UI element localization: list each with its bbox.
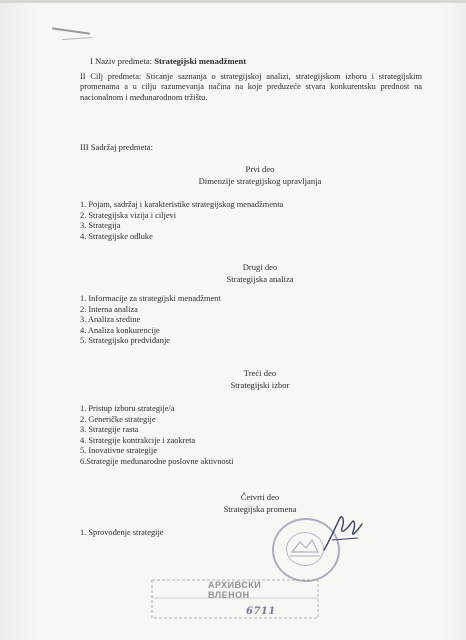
list-item: 6.Strategije međunarodne poslovne aktivnosti: [80, 456, 234, 466]
section-title: Strategijska promena: [223, 504, 297, 514]
heading-prefix: I Naziv predmeta:: [90, 56, 153, 66]
list-item: 5. Strategijsko predviđanje: [80, 336, 171, 346]
stamp-handwritten-number: 6711: [246, 606, 276, 617]
list-item: 2. Generičke strategije: [80, 414, 156, 424]
list-item: 3. Strategije rasta: [80, 425, 139, 435]
section-part-label: Drugi deo: [242, 262, 278, 272]
list-item: 1. Informacije za strategijski menadžment: [80, 294, 221, 303]
section-part-label: Četvrti deo: [240, 492, 280, 502]
list-item: 4. Strategijske odluke: [80, 231, 153, 241]
pen-mark: [52, 27, 90, 34]
subject-heading: [90, 56, 246, 67]
stamp-word: ВЛЕНОН: [208, 590, 250, 600]
handwritten-signature: [318, 510, 368, 556]
course-goal: II Cilj predmeta: Sticanje saznanja o strategijskoj analizi, strategijskom izboru i strategijskim promenama a u cilju razumevanja načina na koje preduzeće stvara konkurentsku prednost na nacionalnom i međunarodnom tržištu.: [80, 72, 422, 102]
section-title: Dimenzije strategijskog upravljanja: [198, 176, 322, 186]
list-item: 1. Pojam, sadržaj i karakteristike strategijskog menadžmenta: [80, 200, 284, 209]
list-item: 3. Analiza sredine: [80, 315, 141, 325]
registry-stamp: [150, 572, 320, 622]
list-item: 2. Strategijska vizija i ciljevi: [80, 210, 177, 220]
section-part-label: Prvi deo: [245, 164, 275, 174]
list-item: 5. Inovativne strategije: [80, 446, 157, 456]
section-part-label: Treći deo: [243, 368, 277, 378]
list-item: 4. Strategije kontrakcije i zaokreta: [80, 435, 196, 445]
section-title: Strategijska analiza: [226, 274, 294, 284]
list-item: 1. Sprovođenje strategije: [80, 528, 164, 537]
pen-mark: [62, 37, 92, 40]
section-list: [80, 404, 234, 468]
list-item: 4. Analiza konkurencije: [80, 325, 160, 335]
list-item: 3. Strategija: [80, 221, 121, 231]
list-item: 2. Interna analiza: [80, 304, 138, 314]
content-label: III Sadržaj predmeta:: [80, 142, 154, 152]
section-list: [80, 200, 283, 242]
section-list: [80, 528, 164, 539]
scan-edge: [0, 0, 466, 3]
subject-title: Strategijski menadžment: [154, 56, 247, 66]
section-list: [80, 294, 221, 347]
section-title: Strategijski izbor: [230, 380, 290, 390]
stamp-label: АРХИВСКИ: [208, 580, 262, 590]
list-item: 1. Pristup izboru strategije/a: [80, 404, 175, 413]
